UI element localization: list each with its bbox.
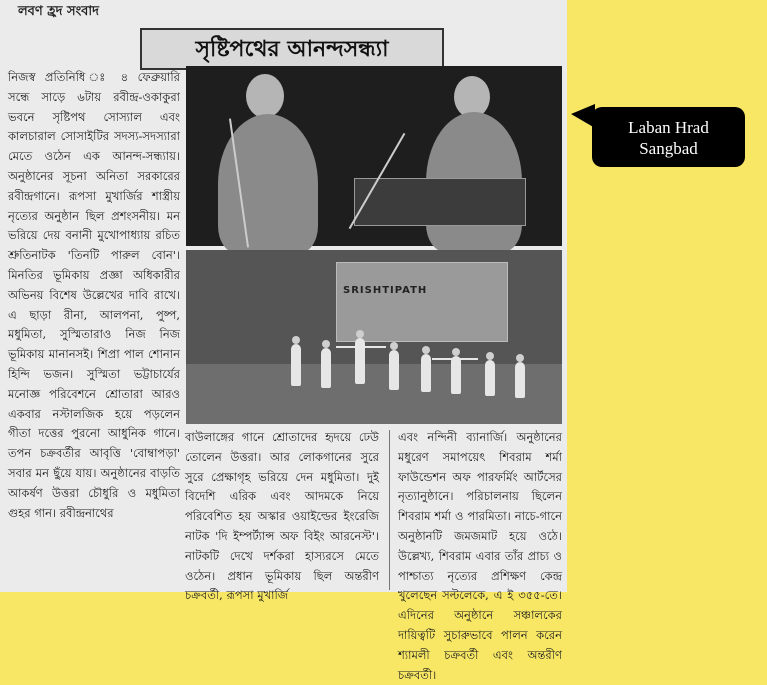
article-column-middle: বাউলাঙ্গের গানে শ্রোতাদের হৃদয়ে ঢেউ তোলেন উত্তরা। আর লোকগানের সুরে সুরে প্রেক্ষাগৃহ ভরিয়ে দেন মধুমিতা। দুই বিদেশি এরিক এবং আদমকে নিয়ে পরিবেশিত হয় অস্কার ওয়াইল্ডের ইংরেজি নাটক 'দি ইম্পর্ট্যান্স অফ বিইং আরনেস্ট'। নাটকটি দেখে দর্শকরা হাস্যরসে মেতে ওঠেন। প্রধান ভূমিকায় ছিল অন্তরীণ চক্রবর্তী, রূপসা মুখার্জি — [185, 430, 379, 603]
dancer-head — [390, 342, 398, 350]
performers-photo — [186, 66, 562, 246]
dancer — [291, 344, 301, 386]
dancer — [355, 338, 365, 384]
dancer-arms — [432, 358, 478, 360]
dancer-head — [452, 348, 460, 356]
singer-left-head — [246, 74, 284, 118]
source-callout-text: Laban Hrad Sangbad — [628, 118, 709, 158]
dancer-head — [322, 340, 330, 348]
dancer-head — [292, 336, 300, 344]
article-headline: সৃষ্টিপথের আনন্দসন্ধ্যা — [140, 28, 444, 70]
article-column-left: নিজস্ব প্রতিনিধি ঃ ৪ ফেব্রুয়ারি সন্ধে সাড়ে ৬টায় রবীন্দ্র-ওকাকুরা ভবনে সৃষ্টিপথ সোস্যাল এবং কালচারাল সোসাইটির সদস্য-সদস্যারা মেতে ওঠেন এক আনন্দ-সন্ধ্যায়। অনুষ্ঠানের সূচনা অনিতা সরকারের রবীন্দ্রগানে। রূপসা মুখার্জির শাস্ত্রীয় নৃত্যের অনুষ্ঠান ছিল প্রশংসনীয়। মন ভরিয়ে দেয় বনানী মুখোপাধ্যায় রচিত শ্রুতিনাটক 'তিনটি পারুল বোন'। মিনতির ভূমিকায় প্রজ্ঞা অধিকারীর অভিনয় বিশেষ উল্লেখের দাবি রাখে। এ ছাড়া রীনা, আলপনা, পুষ্প, মধুমিতা, সুস্মিতারাও নিজ নিজ ভূমিকায় মানানসই। শিপ্রা পাল শোনান হিন্দি ভজন। সুস্মিতা ভট্টাচার্যের মনোজ্ঞ পরিবেশনে শ্রোতারা আরও একবার নস্টালজিক হয়ে পড়লেন গীতা দত্তের পুরনো আধুনিক গানে। তপন চক্রবর্তীর আবৃত্তি 'বোম্বাপড়া' সবার মন ছুঁয়ে যায়। অনুষ্ঠানের বাড়তি আকর্ষণ উত্তরা চৌধুরি ও মধুমিতা গুহর গান। রবীন্দ্রনাথের — [8, 70, 180, 520]
dancer — [321, 348, 331, 388]
dancer — [421, 354, 431, 392]
dancer-head — [356, 330, 364, 338]
newspaper-masthead: লবণ হ্রদ সংবাদ — [18, 4, 100, 19]
stage-floor — [186, 364, 562, 424]
dancer-head — [422, 346, 430, 354]
harmonium — [354, 178, 526, 226]
dancer-arms — [336, 346, 386, 348]
dancer — [485, 360, 495, 396]
dancer — [451, 356, 461, 394]
article-column-right: এবং নন্দিনী ব্যানার্জি। অনুষ্ঠানের মধুরেণ সমাপয়েৎ শিবরাম শর্মা ফাউন্ডেশন অফ পারফর্মিং আর্টসের নৃত্যানুষ্ঠানে। পরিচালনায় ছিলেন শিবরাম শর্মা ও পারমিতা। নাচে-গানে অনুষ্ঠানটি জমজমাট হয়ে ওঠে। উল্লেখ্য, শিবরাম এবার তাঁর প্রাচ্য ও পাশ্চাত্য নৃত্যের প্রশিক্ষণ কেন্দ্র খুলেছেন সল্টলেকে, এ ই ৩৫৫-তে। এদিনের অনুষ্ঠানে সঞ্চালকের দায়িত্বটি সুচারুভাবে পালন করেন শ্যামলী চক্রবর্তী এবং অন্তরীণ চক্রবর্তী। — [398, 430, 562, 682]
source-callout — [592, 107, 745, 167]
dancer-head — [486, 352, 494, 360]
stage-banner-text: SRISHTIPATH — [343, 285, 428, 296]
dancer-head — [516, 354, 524, 362]
column-divider — [389, 430, 390, 590]
dancer — [389, 350, 399, 390]
dancer — [515, 362, 525, 398]
dance-performance-photo — [186, 250, 562, 424]
